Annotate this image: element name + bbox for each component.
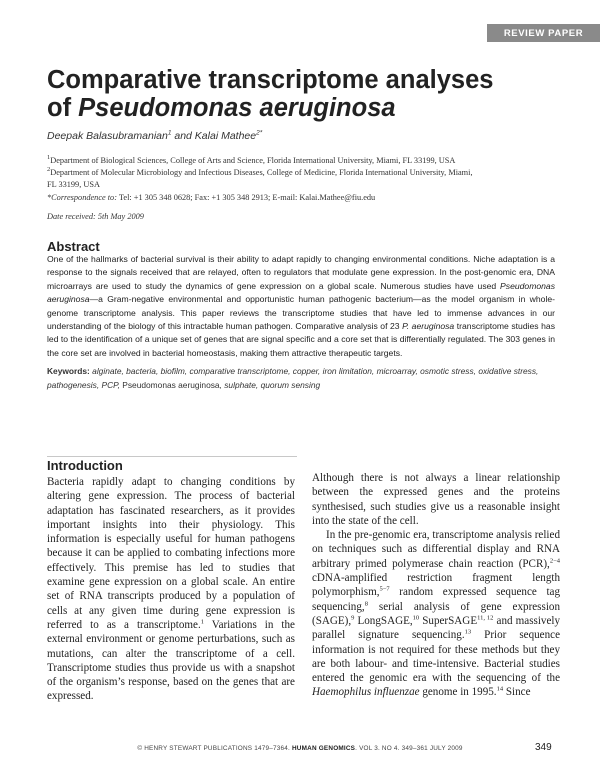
abstract-organism: Pseudomonas aeruginosa — [47, 280, 555, 305]
banner-label: REVIEW PAPER — [503, 27, 584, 39]
affiliation-1 — [47, 155, 547, 167]
title-prefix: of — [47, 94, 79, 122]
affil-2-mark: 2 — [47, 166, 51, 174]
keywords-label: Keywords: — [47, 366, 90, 376]
footer-copyright: © HENRY STEWART PUBLICATIONS 1479–7364. — [137, 745, 292, 752]
corr-label: *Correspondence to: — [47, 193, 117, 202]
paragraph — [312, 528, 560, 700]
author-2-affil: 2* — [256, 129, 263, 137]
citation: 11, 12 — [477, 614, 494, 622]
keywords-organism: Pseudomonas aeruginosa — [122, 380, 220, 390]
page-number: 349 — [535, 742, 552, 753]
footer-volume: . VOL 3. NO 4. 349–361 JULY 2009 — [355, 745, 463, 752]
citation: 1 — [200, 618, 204, 626]
date-received: Date received: 5th May 2009 — [47, 212, 144, 221]
citation: 10 — [412, 614, 420, 622]
affiliation-2 — [47, 167, 547, 191]
text: serial analysis of gene expression (SAGE), — [312, 600, 560, 627]
affil-2-text: Department of Molecular Microbiology and Infectious Diseases, College of Medicine, Florida International University, Miami, — [50, 168, 473, 177]
citation: 14 — [496, 685, 504, 693]
author-1-affil: 1 — [167, 129, 172, 137]
text: In the pre-genomic era, transcriptome analysis relied on techniques such as differential display and RNA arbitrary primed polymerase chain reaction (PCR), — [312, 529, 560, 570]
affil-2-text-cont: FL 33199, USA — [47, 180, 100, 189]
keywords-list: alginate, bacteria, biofilm, comparative transcriptome, copper, iron limitation, microarray, osmotic stress, oxidative stress, pathogenesis, PCP, — [47, 366, 539, 390]
title-organism: Pseudomonas aeruginosa — [78, 94, 396, 122]
keywords — [47, 364, 555, 392]
citation: 13 — [464, 628, 472, 636]
correspondence — [47, 192, 547, 204]
body-column-right — [312, 471, 560, 700]
text: Since — [503, 686, 531, 699]
text: SuperSAGE — [419, 614, 478, 627]
paragraph — [47, 475, 295, 704]
citation: 8 — [364, 599, 368, 607]
text: Bacteria rapidly adapt to changing conditions by altering gene expression. The process of bacterial adaptation has fascinated researchers, as it provides important insights into their physiology. This information is especially useful for human pathogens because it can be applied to combating infections more effectively. This premise has led to studies that examine gene expression on a global scale. An entire set of RNA transcripts produced by a population of cells at any given time during gene expression is referred to as a transcriptome. — [47, 476, 295, 631]
corr-text: Tel: +1 305 348 0628; Fax: +1 305 348 2913; E-mail: Kalai.Mathee@fiu.edu — [116, 193, 376, 202]
running-footer — [0, 745, 600, 752]
text: Variations in the external environment or genome perturbations, such as mutations, can alter the transcriptome of a cell. Transcriptome studies thus provide us with a snapshot of the organism’s response, based on the genes that are expressed. — [47, 618, 295, 703]
text: random expressed sequence tag sequencing, — [312, 586, 560, 613]
paragraph: Although there is not always a linear relationship between the expressed genes and the proteins synthesised, such studies give us a reasonable insight into the state of the cell. — [312, 472, 560, 527]
text: and massively parallel signature sequencing. — [312, 614, 561, 642]
introduction-heading: Introduction — [47, 458, 123, 473]
article-type-banner — [487, 24, 600, 42]
text: LongSAGE, — [354, 614, 413, 627]
organism-name: Haemophilus influenzae — [312, 686, 420, 699]
text: cDNA-amplified restriction fragment length polymorphism, — [312, 572, 560, 599]
citation: 9 — [351, 614, 355, 622]
author-list — [47, 130, 262, 142]
title-line-1: Comparative transcriptome analyses — [47, 66, 494, 94]
text: genome in 1995. — [419, 686, 497, 699]
abstract-part: One of the hallmarks of bacterial survival is their ability to adapt rapidly to changing environmental conditions. Niche adaptation is a response to the signals received that are relayed, often to regulators that modulate gene expression. In the post-genomic era, DNA microarrays are used to study the dynamics of gene expression on a global scale. Numerous studies have used — [47, 254, 555, 291]
title-line-2 — [47, 94, 567, 122]
author-2: and Kalai Mathee — [171, 130, 257, 142]
abstract-heading: Abstract — [47, 239, 100, 254]
affil-1-mark: 1 — [47, 154, 51, 162]
abstract-text — [47, 253, 555, 360]
citation: 5−7 — [379, 585, 390, 593]
footer-journal: HUMAN GENOMICS — [291, 745, 356, 752]
abstract-part: transcriptome studies has led to the identification of a unique set of genes that are signal specific and a core set that is differentially regulated. The 303 genes in the core set are involved in bacterial homeostasis, making them attractive therapeutic targets. — [47, 321, 556, 358]
section-divider — [47, 456, 297, 457]
abstract-organism: P. aeruginosa — [402, 321, 455, 332]
article-title — [47, 66, 567, 122]
text: Prior sequence information is not required for these methods but they are both labour- and time-intensive. Bacterial studies entered the genomic era with the sequencing of the — [312, 629, 561, 685]
abstract-part: —a Gram-negative environmental and opportunistic human pathogenic bacterium—as the model organism in whole-genome transcriptome analysis. This paper reviews the transcriptome studies that have led to immense advances in our understanding of the biology of this intractable human pathogen. Comparative analysis of 23 — [47, 294, 555, 332]
author-1: Deepak Balasubramanian — [47, 130, 168, 142]
affil-1-text: Department of Biological Sciences, College of Arts and Science, Florida International University, Miami, FL 33199, USA — [50, 156, 456, 165]
keywords-list-end: , sulphate, quorum sensing — [219, 380, 321, 390]
body-column-left — [47, 475, 295, 704]
citation: 2−4 — [549, 557, 560, 565]
